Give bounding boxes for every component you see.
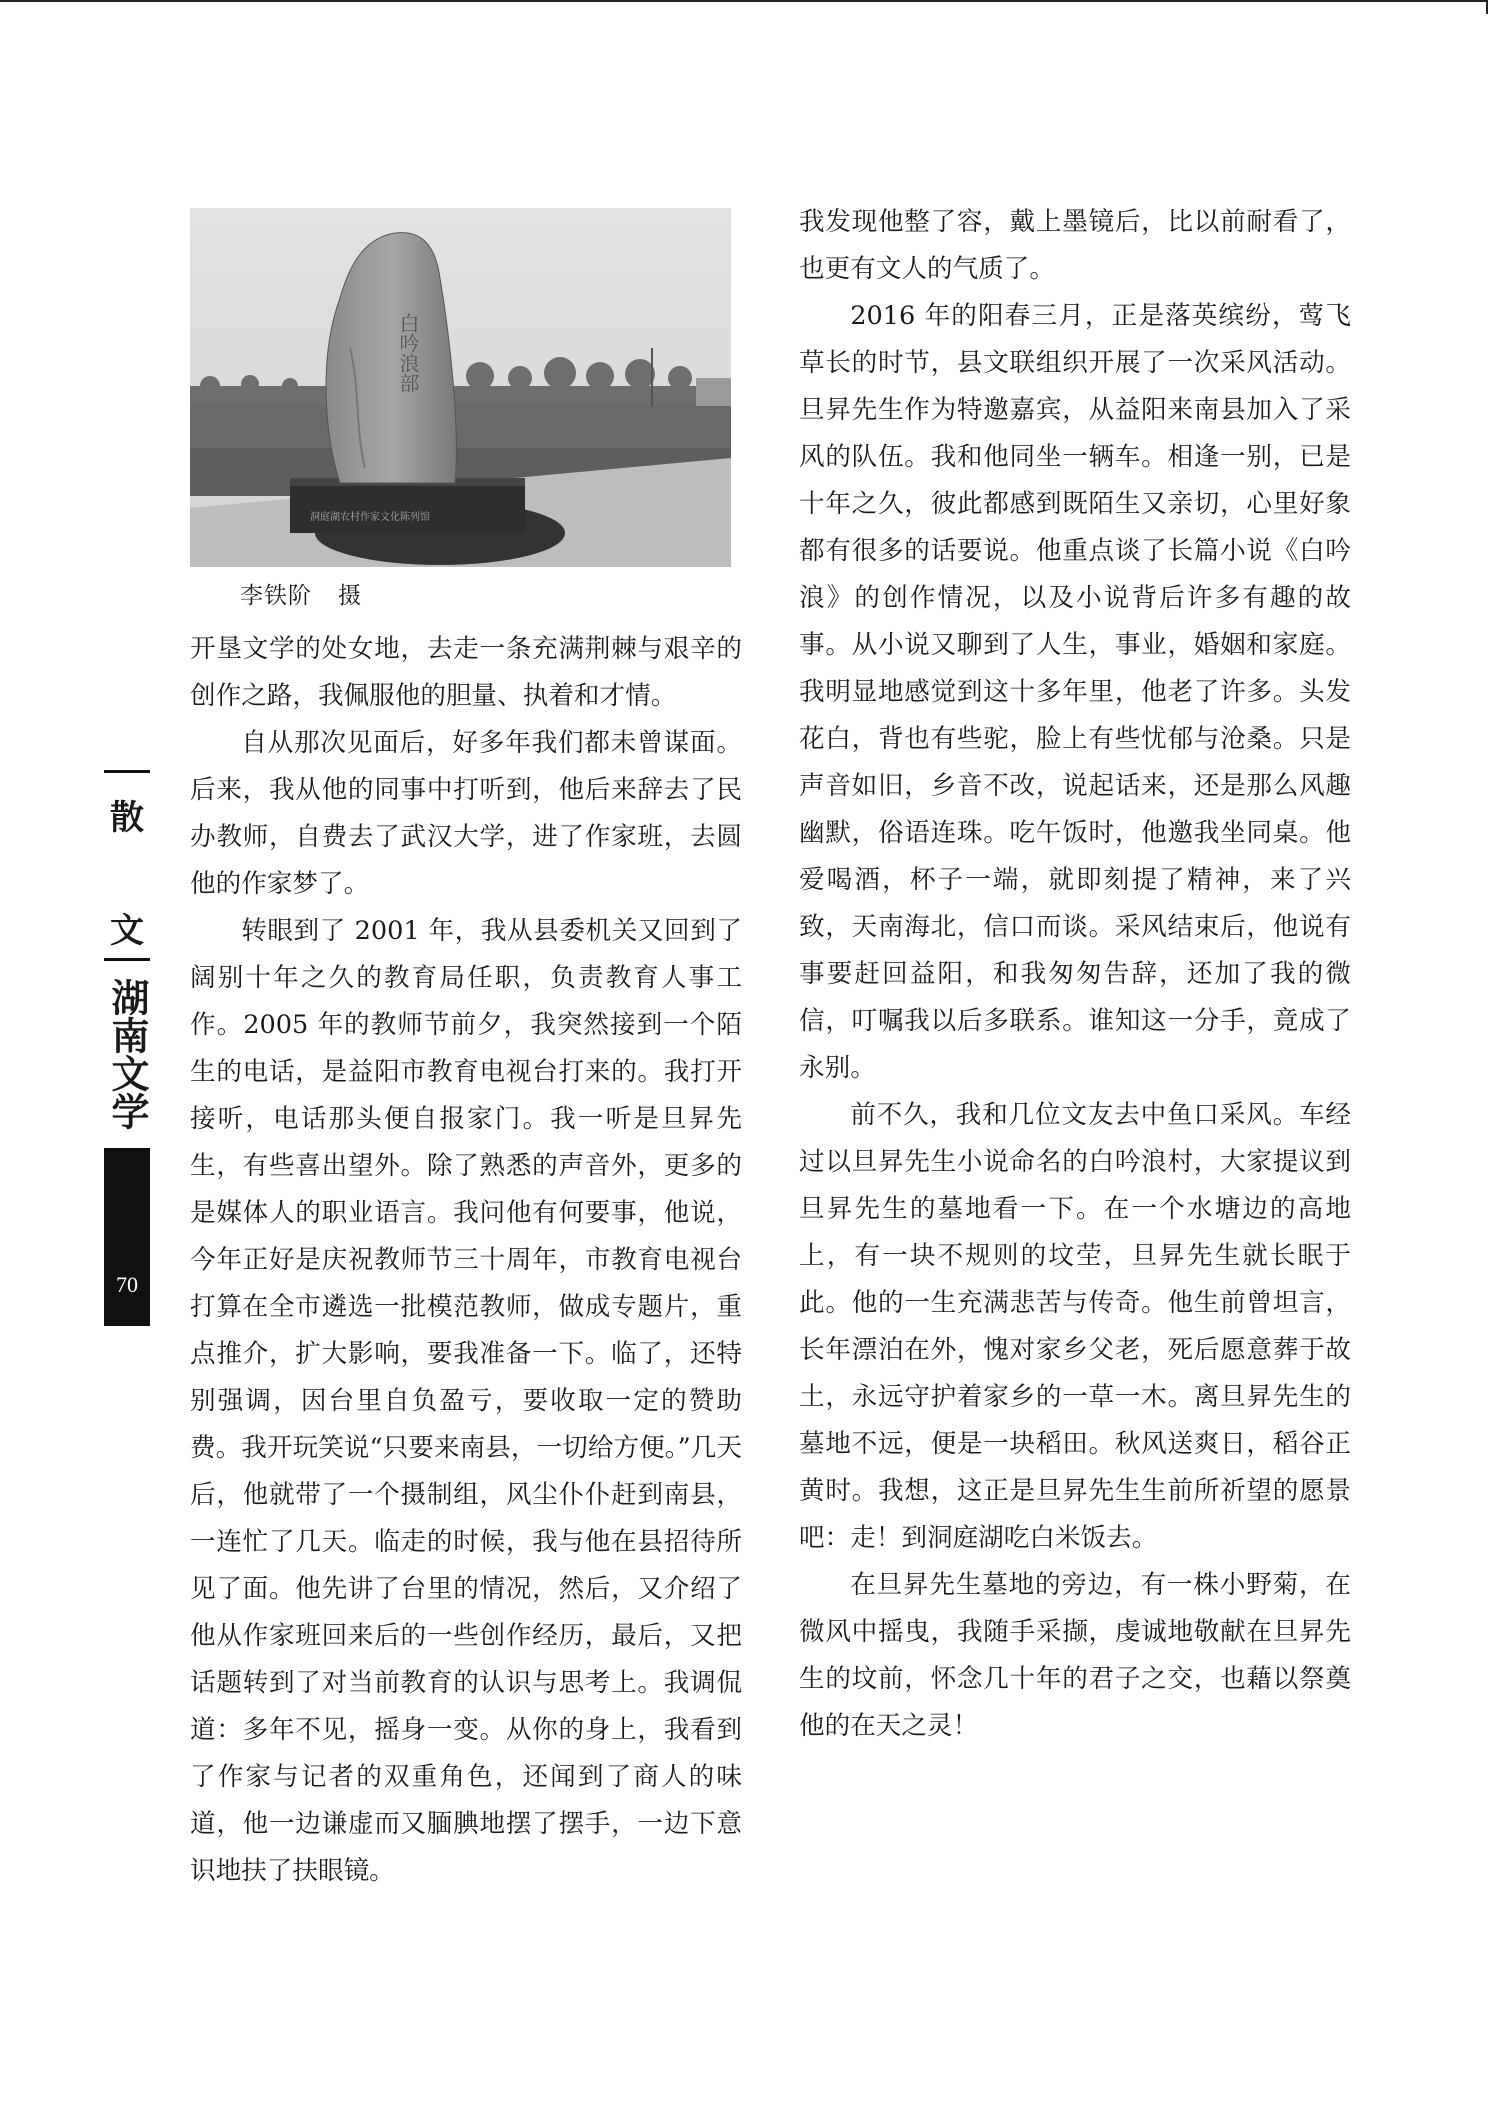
- svg-text:洞庭湖农村作家文化陈列馆: 洞庭湖农村作家文化陈列馆: [310, 512, 430, 523]
- left-text-column: [190, 626, 742, 1895]
- right-text-column: [799, 199, 1351, 1750]
- paragraph: 转眼到了 2001 年，我从县委机关又回到了阔别十年之久的教育局任职，负责教育人事工作。2005 年的教师节前夕，我突然接到一个陌生的电话，是益阳市教育电视台打来的。我打开接听，电话那头便自报家门。我一听是旦昇先生，有些喜出望外。除了熟悉的声音外，更多的是媒体人的职业语言。我问他有何要事，他说，今年正好是庆祝教师节三十周年，市教育电视台打算在全市遴选一批模范教师，做成专题片，重点推介，扩大影响，要我准备一下。临了，还特别强调，因台里自负盈亏，要收取一定的赞助费。我开玩笑说“只要来南县，一切给方便。”几天后，他就带了一个摄制组，风尘仆仆赶到南县，一连忙了几天。临走的时候，我与他在县招待所见了面。他先讲了台里的情况，然后，又介绍了他从作家班回来后的一些创作经历，最后，又把话题转到了对当前教育的认识与思考上。我调侃道：多年不见，摇身一变。从你的身上，我看到了作家与记者的双重角色，还闻到了商人的味道，他一边谦虚而又腼腆地摆了摆手，一边下意识地扶了扶眼镜。: [190, 916, 742, 1886]
- section-label-san: 散: [110, 798, 144, 838]
- top-border-line: [0, 0, 1488, 2]
- side-divider-middle: [104, 958, 150, 961]
- photographer-name: 李铁阶: [240, 583, 312, 609]
- magazine-name: [104, 978, 150, 1140]
- paragraph: 前不久，我和几位文友去中鱼口采风。车经过以旦昇先生小说命名的白吟浪村，大家提议到旦昇先生的墓地看一下。在一个水塘边的高地上，有一块不规则的坟茔，旦昇先生就长眠于此。他的一生充满悲苦与传奇。他生前曾坦言，长年漂泊在外，愧对家乡父老，死后愿意葬于故土，永远守护着家乡的一草一木。离旦昇先生的墓地不远，便是一块稻田。秋风送爽日，稻谷正黄时。我想，这正是旦昇先生生前所祈望的愿景吧：走！到洞庭湖吃白米饭去。: [799, 1100, 1351, 1553]
- paragraph: 2016 年的阳春三月，正是落英缤纷，莺飞草长的时节，县文联组织开展了一次采风活动。旦昇先生作为特邀嘉宾，从益阳来南县加入了采风的队伍。我和他同坐一辆车。相逢一别，已是十年之久，彼此都感到既陌生又亲切，心里好象都有很多的话要说。他重点谈了长篇小说《白吟浪》的创作情况，以及小说背后许多有趣的故事。从小说又聊到了人生，事业，婚姻和家庭。我明显地感觉到这十多年里，他老了许多。头发花白，背也有些驼，脸上有些忧郁与沧桑。只是声音如旧，乡音不改，说起话来，还是那么风趣幽默，俗语连珠。吃午饭时，他邀我坐同桌。他爱喝酒，杯子一端，就即刻提了精神，来了兴致，天南海北，信口而谈。采风结束后，他说有事要赶回益阳，和我匆匆告辞，还加了我的微信，叮嘱我以后多联系。谁知这一分手，竟成了永别。: [799, 301, 1351, 1083]
- page-number-block: [104, 1148, 150, 1326]
- side-divider-top: [104, 770, 150, 773]
- photo-credit-label: 摄: [338, 583, 362, 609]
- monument-photo: [190, 208, 731, 567]
- magazine-name-text: 湖南文学: [105, 978, 149, 1130]
- section-label-wen: 文: [110, 911, 144, 951]
- page-number: 70: [116, 1272, 138, 1297]
- paragraph: 自从那次见面后，好多年我们都未曾谋面。后来，我从他的同事中打听到，他后来辞去了民办教师，自费去了武汉大学，进了作家班，去圆他的作家梦了。: [190, 728, 742, 899]
- paragraph: 开垦文学的处女地，去走一条充满荆棘与艰辛的创作之路，我佩服他的胆量、执着和才情。: [190, 634, 742, 711]
- paragraph: 我发现他整了容，戴上墨镜后，比以前耐看了，也更有文人的气质了。: [799, 207, 1351, 284]
- paragraph: 在旦昇先生墓地的旁边，有一株小野菊，在微风中摇曳，我随手采撷，虔诚地敬献在旦昇先生的坟前，怀念几十年的君子之交，也藉以祭奠他的在天之灵！: [799, 1570, 1351, 1741]
- svg-text:白吟浪部: 白吟浪部: [396, 313, 420, 393]
- photo-caption: [240, 577, 362, 610]
